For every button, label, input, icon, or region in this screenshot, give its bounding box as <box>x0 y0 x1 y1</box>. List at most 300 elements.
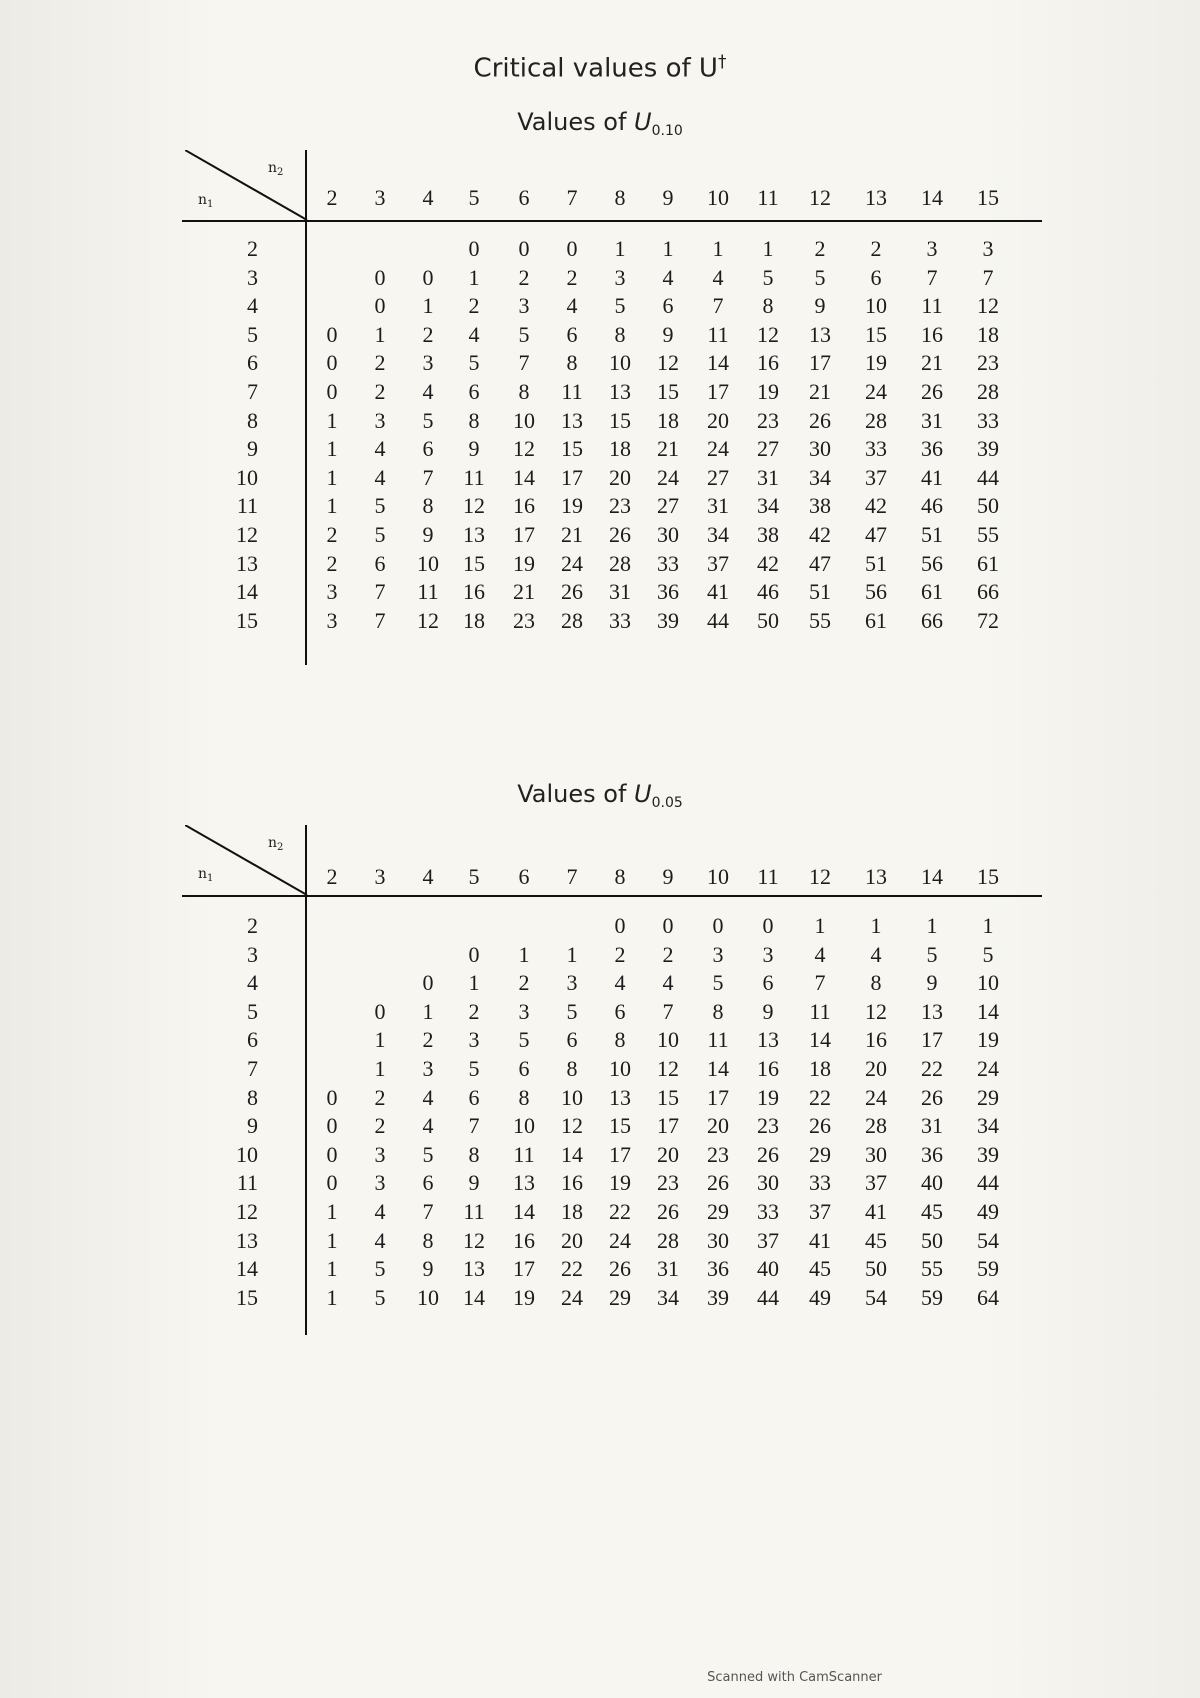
table-cell: 24 <box>657 464 679 490</box>
table-cell: 0 <box>518 236 530 261</box>
table-cell: 37 <box>707 550 729 576</box>
table-cell: 12 <box>657 350 679 376</box>
table-cell: 34 <box>809 464 831 490</box>
row-header: 4 <box>247 293 258 319</box>
table-cell: 1 <box>814 913 826 938</box>
table-cell: 0 <box>468 236 480 261</box>
table-cell: 2 <box>374 1084 386 1110</box>
table-cell: 0 <box>326 1141 338 1167</box>
table-cell: 33 <box>609 607 631 633</box>
row-header: 10 <box>236 1141 258 1167</box>
table-cell: 39 <box>657 607 679 633</box>
column-header: 11 <box>757 864 779 889</box>
table-cell: 15 <box>561 436 583 462</box>
table-cell: 23 <box>757 407 779 433</box>
table-cell: 19 <box>609 1170 631 1196</box>
table-cell: 29 <box>809 1141 831 1167</box>
table-cell: 18 <box>561 1199 583 1224</box>
table-cell: 24 <box>707 436 729 462</box>
table-cell: 24 <box>865 379 887 404</box>
row-header: 13 <box>236 550 258 576</box>
table-cell: 2 <box>468 998 480 1024</box>
row-header: 14 <box>236 1256 258 1282</box>
table-cell: 11 <box>463 464 485 490</box>
column-header: 2 <box>326 185 338 210</box>
table-cell: 10 <box>417 550 439 576</box>
row-header: 11 <box>236 1170 258 1196</box>
table-2-subtitle: Values of $U_{0.05}$ <box>517 780 683 811</box>
table-cell: 3 <box>468 1027 480 1053</box>
table-cell: 0 <box>614 913 626 938</box>
table-cell: 54 <box>865 1284 887 1310</box>
table-cell: 28 <box>977 379 999 404</box>
table-cell: 12 <box>417 607 439 633</box>
table-cell: 42 <box>757 550 779 576</box>
table-cell: 4 <box>870 941 882 967</box>
table-cell: 37 <box>865 1170 887 1196</box>
table-cell: 7 <box>422 1199 434 1224</box>
table-cell: 23 <box>977 350 999 376</box>
header-rule <box>182 220 1042 222</box>
header-diagonal <box>185 150 310 222</box>
table-cell: 6 <box>614 998 626 1024</box>
table-cell: 22 <box>921 1056 943 1081</box>
row-header: 15 <box>236 607 258 633</box>
table-cell: 5 <box>422 1141 434 1167</box>
table-cell: 18 <box>463 607 485 633</box>
table-cell: 9 <box>762 998 774 1024</box>
table-cell: 51 <box>809 579 831 605</box>
table-cell: 9 <box>662 321 674 347</box>
table-cell: 4 <box>566 293 578 319</box>
table-cell: 1 <box>422 998 434 1024</box>
column-header: 5 <box>468 185 480 210</box>
table-cell: 34 <box>977 1113 999 1139</box>
table-cell: 22 <box>609 1199 631 1224</box>
table-cell: 40 <box>757 1256 779 1282</box>
table-cell: 12 <box>463 493 485 519</box>
row-header: 3 <box>247 264 258 290</box>
table-cell: 16 <box>757 350 779 376</box>
table-cell: 19 <box>977 1027 999 1053</box>
table-cell: 17 <box>657 1113 679 1139</box>
table-cell: 2 <box>468 293 480 319</box>
row-header: 10 <box>236 464 258 490</box>
table-cell: 9 <box>926 970 938 996</box>
table-cell: 13 <box>609 379 631 404</box>
row-header: 6 <box>247 1027 258 1053</box>
table-cell: 31 <box>609 579 631 605</box>
table-cell: 14 <box>977 998 999 1024</box>
table-cell: 44 <box>707 607 729 633</box>
table-cell: 1 <box>422 293 434 319</box>
row-header: 8 <box>247 407 258 433</box>
table-cell: 4 <box>374 1227 386 1253</box>
table-cell: 5 <box>374 1256 386 1282</box>
table-cell: 11 <box>921 293 943 319</box>
table-cell: 27 <box>657 493 679 519</box>
table-cell: 2 <box>518 970 530 996</box>
row-divider <box>305 825 307 1335</box>
table-cell: 9 <box>468 436 480 462</box>
table-cell: 0 <box>326 379 338 404</box>
table-cell: 46 <box>757 579 779 605</box>
row-header: 6 <box>247 350 258 376</box>
column-header: 10 <box>707 864 729 889</box>
table-cell: 26 <box>757 1141 779 1167</box>
table-cell: 4 <box>422 1084 434 1110</box>
column-header: 3 <box>374 864 386 889</box>
table-cell: 7 <box>982 264 994 290</box>
column-header: 3 <box>374 185 386 210</box>
table-cell: 72 <box>977 607 999 633</box>
table-cell: 26 <box>657 1199 679 1224</box>
table-cell: 9 <box>422 1256 434 1282</box>
table-cell: 26 <box>561 579 583 605</box>
table-cell: 13 <box>463 522 485 547</box>
table-cell: 31 <box>921 1113 943 1139</box>
table-cell: 15 <box>865 321 887 347</box>
table-cell: 3 <box>374 1170 386 1196</box>
table-cell: 2 <box>422 1027 434 1053</box>
table-cell: 3 <box>422 350 434 376</box>
table-cell: 13 <box>561 407 583 433</box>
table-cell: 8 <box>614 321 626 347</box>
table-cell: 14 <box>707 350 729 376</box>
table-cell: 55 <box>921 1256 943 1282</box>
table-cell: 45 <box>865 1227 887 1253</box>
table-cell: 5 <box>814 264 826 290</box>
table-cell: 61 <box>977 550 999 576</box>
row-header: 4 <box>247 970 258 996</box>
table-cell: 44 <box>977 1170 999 1196</box>
table-cell: 14 <box>463 1284 485 1310</box>
table-cell: 15 <box>463 550 485 576</box>
table-cell: 0 <box>468 941 480 967</box>
table-cell: 46 <box>921 493 943 519</box>
table-cell: 5 <box>566 998 578 1024</box>
table-cell: 5 <box>712 970 724 996</box>
row-header: 2 <box>247 913 258 938</box>
column-header: 14 <box>921 185 943 210</box>
header-rule <box>182 895 1042 897</box>
row-header: 14 <box>236 579 258 605</box>
column-header: 14 <box>921 864 943 889</box>
column-header: 7 <box>566 185 578 210</box>
table-cell: 10 <box>977 970 999 996</box>
table-cell: 2 <box>374 379 386 404</box>
table-cell: 33 <box>865 436 887 462</box>
table-cell: 3 <box>982 236 994 261</box>
table-cell: 12 <box>757 321 779 347</box>
table-cell: 15 <box>657 1084 679 1110</box>
table-cell: 16 <box>513 1227 535 1253</box>
table-cell: 3 <box>712 941 724 967</box>
table-cell: 4 <box>374 1199 386 1224</box>
table-cell: 26 <box>707 1170 729 1196</box>
table-cell: 10 <box>513 407 535 433</box>
table-cell: 5 <box>982 941 994 967</box>
column-header: 11 <box>757 185 779 210</box>
column-header: 12 <box>809 864 831 889</box>
table-cell: 0 <box>712 913 724 938</box>
table-cell: 38 <box>809 493 831 519</box>
table-cell: 20 <box>609 464 631 490</box>
table-cell: 26 <box>809 1113 831 1139</box>
table-cell: 4 <box>374 436 386 462</box>
table-cell: 26 <box>921 1084 943 1110</box>
table-cell: 2 <box>518 264 530 290</box>
table-cell: 14 <box>561 1141 583 1167</box>
table-cell: 40 <box>921 1170 943 1196</box>
table-cell: 3 <box>518 998 530 1024</box>
table-cell: 2 <box>814 236 826 261</box>
table-cell: 23 <box>513 607 535 633</box>
table-cell: 1 <box>374 321 386 347</box>
table-cell: 37 <box>757 1227 779 1253</box>
table-cell: 28 <box>865 1113 887 1139</box>
table-cell: 8 <box>566 1056 578 1081</box>
row-header: 2 <box>247 236 258 261</box>
table-cell: 39 <box>977 436 999 462</box>
table-cell: 4 <box>712 264 724 290</box>
table-cell: 6 <box>662 293 674 319</box>
table-cell: 4 <box>374 464 386 490</box>
table-cell: 10 <box>417 1284 439 1310</box>
table-cell: 8 <box>422 1227 434 1253</box>
table-cell: 23 <box>757 1113 779 1139</box>
table-cell: 10 <box>609 350 631 376</box>
table-cell: 11 <box>707 1027 729 1053</box>
table-cell: 50 <box>865 1256 887 1282</box>
table-cell: 12 <box>463 1227 485 1253</box>
row-header: 12 <box>236 1199 258 1224</box>
table-cell: 38 <box>757 522 779 547</box>
table-cell: 10 <box>513 1113 535 1139</box>
table-cell: 3 <box>762 941 774 967</box>
table-cell: 14 <box>707 1056 729 1081</box>
table-cell: 12 <box>657 1056 679 1081</box>
table-cell: 6 <box>422 1170 434 1196</box>
table-cell: 20 <box>657 1141 679 1167</box>
column-header: 6 <box>518 185 530 210</box>
row-header: 12 <box>236 522 258 547</box>
row-header: 15 <box>236 1284 258 1310</box>
table-cell: 26 <box>609 522 631 547</box>
table-cell: 0 <box>326 1113 338 1139</box>
table-cell: 66 <box>977 579 999 605</box>
table-cell: 17 <box>513 1256 535 1282</box>
table-cell: 21 <box>513 579 535 605</box>
column-header: 10 <box>707 185 729 210</box>
table-cell: 26 <box>609 1256 631 1282</box>
table-cell: 51 <box>921 522 943 547</box>
table-cell: 33 <box>809 1170 831 1196</box>
table-cell: 1 <box>374 1056 386 1081</box>
table-cell: 66 <box>921 607 943 633</box>
table-cell: 8 <box>870 970 882 996</box>
table-cell: 59 <box>921 1284 943 1310</box>
table-cell: 49 <box>977 1199 999 1224</box>
column-header: 13 <box>865 864 887 889</box>
table-cell: 34 <box>657 1284 679 1310</box>
table-cell: 6 <box>762 970 774 996</box>
row-header: 8 <box>247 1084 258 1110</box>
table-cell: 10 <box>609 1056 631 1081</box>
table-cell: 8 <box>614 1027 626 1053</box>
column-header: 4 <box>422 864 434 889</box>
page-title: Critical values of U† <box>473 52 727 84</box>
table-cell: 16 <box>757 1056 779 1081</box>
table-cell: 14 <box>809 1027 831 1053</box>
table-cell: 36 <box>657 579 679 605</box>
column-header: 9 <box>662 864 674 889</box>
table-cell: 61 <box>865 607 887 633</box>
row-header: 7 <box>247 1056 258 1081</box>
column-header: 6 <box>518 864 530 889</box>
table-cell: 1 <box>326 1199 338 1224</box>
col-axis-label: $n_2$ <box>268 835 284 853</box>
table-cell: 5 <box>762 264 774 290</box>
table-cell: 16 <box>921 321 943 347</box>
table-cell: 34 <box>757 493 779 519</box>
table-cell: 7 <box>926 264 938 290</box>
table-cell: 26 <box>809 407 831 433</box>
table-cell: 0 <box>326 1084 338 1110</box>
table-cell: 6 <box>518 1056 530 1081</box>
table-cell: 8 <box>518 1084 530 1110</box>
table-cell: 17 <box>513 522 535 547</box>
table-cell: 19 <box>757 1084 779 1110</box>
table-cell: 45 <box>809 1256 831 1282</box>
table-cell: 8 <box>762 293 774 319</box>
table-cell: 61 <box>921 579 943 605</box>
table-cell: 31 <box>921 407 943 433</box>
table-cell: 0 <box>326 321 338 347</box>
table-cell: 42 <box>809 522 831 547</box>
table-cell: 17 <box>561 464 583 490</box>
table-cell: 2 <box>374 1113 386 1139</box>
table-cell: 39 <box>707 1284 729 1310</box>
column-header: 2 <box>326 864 338 889</box>
table-cell: 1 <box>326 1256 338 1282</box>
row-header: 7 <box>247 379 258 404</box>
table-cell: 30 <box>809 436 831 462</box>
table-cell: 0 <box>762 913 774 938</box>
table-cell: 15 <box>609 1113 631 1139</box>
table-cell: 31 <box>657 1256 679 1282</box>
table-cell: 42 <box>865 493 887 519</box>
table-cell: 6 <box>566 1027 578 1053</box>
table-cell: 39 <box>977 1141 999 1167</box>
table-cell: 8 <box>566 350 578 376</box>
table-cell: 23 <box>609 493 631 519</box>
table-cell: 22 <box>561 1256 583 1282</box>
table-cell: 8 <box>518 379 530 404</box>
table-cell: 13 <box>757 1027 779 1053</box>
table-cell: 56 <box>921 550 943 576</box>
table-cell: 3 <box>374 407 386 433</box>
table-cell: 23 <box>657 1170 679 1196</box>
table-cell: 5 <box>926 941 938 967</box>
table-cell: 55 <box>809 607 831 633</box>
table-cell: 7 <box>662 998 674 1024</box>
scanner-watermark: Scanned with CamScanner <box>707 1670 882 1685</box>
table-cell: 41 <box>707 579 729 605</box>
table-cell: 33 <box>657 550 679 576</box>
table-cell: 50 <box>757 607 779 633</box>
table-cell: 28 <box>561 607 583 633</box>
table-cell: 27 <box>757 436 779 462</box>
column-header: 7 <box>566 864 578 889</box>
table-cell: 27 <box>707 464 729 490</box>
table-cell: 1 <box>662 236 674 261</box>
table-cell: 31 <box>707 493 729 519</box>
table-cell: 28 <box>657 1227 679 1253</box>
table-cell: 1 <box>566 941 578 967</box>
table-cell: 30 <box>757 1170 779 1196</box>
table-cell: 45 <box>921 1199 943 1224</box>
table-cell: 10 <box>865 293 887 319</box>
table-cell: 6 <box>468 379 480 404</box>
row-header: 9 <box>247 436 258 462</box>
table-cell: 29 <box>977 1084 999 1110</box>
table-cell: 41 <box>809 1227 831 1253</box>
table-cell: 28 <box>865 407 887 433</box>
column-header: 9 <box>662 185 674 210</box>
table-cell: 8 <box>468 407 480 433</box>
table-cell: 16 <box>513 493 535 519</box>
table-cell: 5 <box>422 407 434 433</box>
table-cell: 31 <box>757 464 779 490</box>
header-diagonal <box>185 825 310 897</box>
table-cell: 50 <box>977 493 999 519</box>
table-cell: 33 <box>977 407 999 433</box>
table-cell: 1 <box>326 436 338 462</box>
table-cell: 41 <box>921 464 943 490</box>
table-cell: 0 <box>326 350 338 376</box>
table-cell: 37 <box>865 464 887 490</box>
table-cell: 7 <box>374 579 386 605</box>
table-cell: 47 <box>865 522 887 547</box>
table-cell: 13 <box>513 1170 535 1196</box>
table-cell: 51 <box>865 550 887 576</box>
table-cell: 55 <box>977 522 999 547</box>
table-cell: 1 <box>614 236 626 261</box>
table-cell: 7 <box>422 464 434 490</box>
table-cell: 17 <box>609 1141 631 1167</box>
table-cell: 0 <box>374 264 386 290</box>
table-cell: 3 <box>326 579 338 605</box>
table-cell: 13 <box>463 1256 485 1282</box>
table-cell: 15 <box>609 407 631 433</box>
table-cell: 19 <box>561 493 583 519</box>
table-cell: 8 <box>468 1141 480 1167</box>
table-cell: 1 <box>326 464 338 490</box>
row-header: 3 <box>247 941 258 967</box>
table-cell: 4 <box>662 264 674 290</box>
table-cell: 1 <box>326 493 338 519</box>
table-cell: 21 <box>657 436 679 462</box>
table-cell: 2 <box>614 941 626 967</box>
table-cell: 33 <box>757 1199 779 1224</box>
table-cell: 36 <box>707 1256 729 1282</box>
table-cell: 1 <box>982 913 994 938</box>
table-cell: 9 <box>422 522 434 547</box>
table-cell: 9 <box>468 1170 480 1196</box>
table-cell: 17 <box>809 350 831 376</box>
table-cell: 21 <box>561 522 583 547</box>
